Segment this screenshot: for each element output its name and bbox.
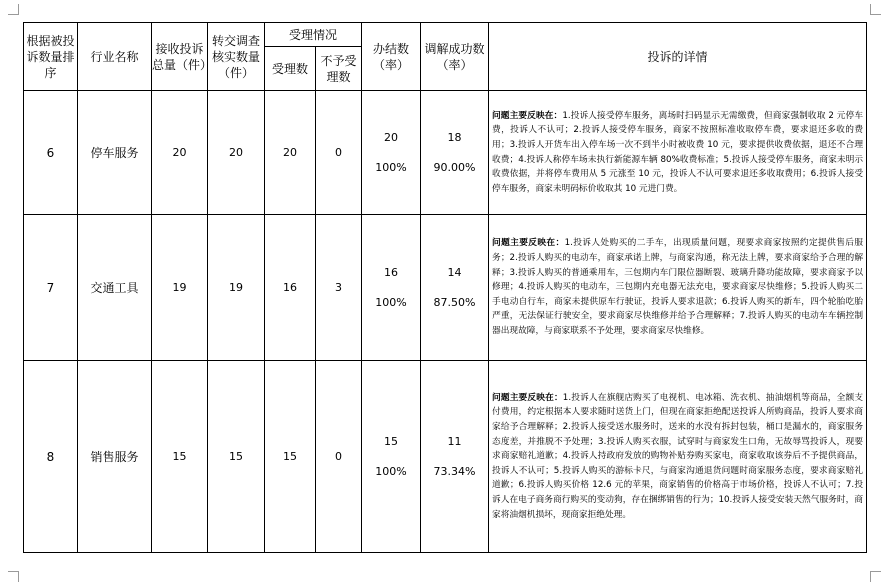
header-details: 投诉的详情 bbox=[489, 23, 867, 91]
detail-text: 1.投诉人接受停车服务，离场时扫码显示无需缴费，但商家强制收取 2 元停车费，投诉人不认可；2.投诉人接受停车服务，商家不按照标准收取停车费，要求退还多收的费用；3.投诉人开货车出入停车场一次不到半小时被收费 10 元，要求提供收费依据，退还不合理收费；4.投诉人称停车场未执行新能源车辆 80%收费标准；5.投诉人接受停车服务，商家未明示收费依据，并将停车费用从 5 元涨至 10 元，投诉人不认可要求退还多收取费用；6.投诉人接受停车服务，商家未明码标价收取其 10 元进门费。 bbox=[492, 110, 864, 194]
page-corner-mark bbox=[870, 571, 881, 582]
mediated-count: 18 bbox=[447, 130, 462, 144]
header-rank: 根据被投诉数量排序 bbox=[24, 23, 78, 91]
cell-details bbox=[489, 215, 867, 361]
completed-count: 15 bbox=[384, 434, 399, 448]
cell-completed bbox=[362, 215, 421, 361]
page-corner-mark bbox=[870, 4, 881, 15]
header-accepted: 受理数 bbox=[265, 47, 316, 91]
cell-industry: 停车服务 bbox=[78, 91, 152, 215]
header-completed: 办结数（率） bbox=[362, 23, 421, 91]
cell-received: 15 bbox=[152, 361, 208, 553]
cell-transferred: 15 bbox=[208, 361, 265, 553]
cell-not-accepted: 0 bbox=[316, 361, 362, 553]
header-transferred: 转交调查核实数量（件） bbox=[208, 23, 265, 91]
header-handling-group: 受理情况 bbox=[265, 23, 362, 47]
table-row bbox=[24, 91, 867, 215]
table-row bbox=[24, 361, 867, 553]
header-industry: 行业名称 bbox=[78, 23, 152, 91]
detail-lead: 问题主要反映在： bbox=[492, 392, 563, 403]
cell-rank: 6 bbox=[24, 91, 78, 215]
mediated-rate: 90.00% bbox=[433, 160, 476, 174]
cell-rank: 7 bbox=[24, 215, 78, 361]
completed-rate: 100% bbox=[375, 464, 407, 478]
cell-accepted: 16 bbox=[265, 215, 316, 361]
cell-accepted: 15 bbox=[265, 361, 316, 553]
header-mediated: 调解成功数（率） bbox=[421, 23, 489, 91]
cell-transferred: 19 bbox=[208, 215, 265, 361]
complaint-table bbox=[23, 22, 867, 553]
cell-mediated bbox=[421, 215, 489, 361]
mediated-rate: 73.34% bbox=[433, 464, 476, 478]
cell-completed bbox=[362, 91, 421, 215]
page-corner-mark bbox=[8, 4, 19, 15]
cell-mediated bbox=[421, 361, 489, 553]
mediated-count: 11 bbox=[447, 434, 462, 448]
table-row bbox=[24, 215, 867, 361]
cell-details bbox=[489, 361, 867, 553]
cell-industry: 销售服务 bbox=[78, 361, 152, 553]
cell-completed bbox=[362, 361, 421, 553]
cell-not-accepted: 0 bbox=[316, 91, 362, 215]
page-corner-mark bbox=[8, 571, 19, 582]
cell-rank: 8 bbox=[24, 361, 78, 553]
detail-text: 1.投诉人在旗舰店购买了电视机、电冰箱、洗衣机、抽油烟机等商品，全额支付费用，约定根据本人要求随时送货上门，但现在商家拒绝配送投诉人所购商品，投诉人要求商家给予合理解释；2.投诉人接受送水服务时，送来的水没有拆封包装，桶口是漏水的，商家服务态度差，并推脱不予处理；3.投诉人购买衣服，试穿时与商家发生口角，无故辱骂投诉人，现要求商家赔礼道歉；4.投诉人持政府发放的购物补贴券购买家电，商家收取该券后不予提供商品，投诉人不认可；5.投诉人购买的游标卡尺，与商家沟通退货问题时商家服务态度，要求商家赔礼道歉；6.投诉人购买价格 12.6 元的苹果，商家销售的价格高于市场价格，投诉人不认可；7.投诉人在电子商务商行购买的变动狗，存在捆绑销售的行为；10.投诉人接受安装天然气服务时，商家将油烟机损坏，现商家拒绝处理。 bbox=[492, 392, 864, 520]
completed-rate: 100% bbox=[375, 295, 407, 309]
cell-transferred: 20 bbox=[208, 91, 265, 215]
detail-text: 1.投诉人处购买的二手车，出现质量问题，现要求商家按照约定提供售后服务；2.投诉人购买的电动车，商家承诺上牌，与商家沟通，称无法上牌，要求商家给予合理的解释；3.投诉人购买的普通乘用车，三包期内车门限位器断裂、玻璃升降功能故障，要求商家予以修理；4.投诉人购买的电动车，三包期内充电器无法充电，要求商家尽快维修；5.投诉人购买二手电动自行车，商家未提供原车行驶证，投诉人要求退款；6.投诉人购买的新车，四个轮胎吃胎严重，无法保证行驶安全，要求商家尽快维修并给予合理解释；7.投诉人购买的电动车车辆控制器出现故障，与商家联系不予处理，要求商家尽快维修。 bbox=[492, 238, 864, 336]
cell-industry: 交通工具 bbox=[78, 215, 152, 361]
cell-details bbox=[489, 91, 867, 215]
mediated-rate: 87.50% bbox=[433, 295, 476, 309]
cell-received: 19 bbox=[152, 215, 208, 361]
completed-count: 20 bbox=[384, 130, 399, 144]
header-not-accepted: 不予受理数 bbox=[316, 47, 362, 91]
detail-lead: 问题主要反映在： bbox=[492, 110, 563, 121]
completed-count: 16 bbox=[384, 265, 399, 279]
cell-received: 20 bbox=[152, 91, 208, 215]
header-received: 接收投诉总量（件） bbox=[152, 23, 208, 91]
detail-lead: 问题主要反映在： bbox=[492, 238, 565, 249]
cell-accepted: 20 bbox=[265, 91, 316, 215]
completed-rate: 100% bbox=[375, 160, 407, 174]
mediated-count: 14 bbox=[447, 265, 462, 279]
cell-mediated bbox=[421, 91, 489, 215]
cell-not-accepted: 3 bbox=[316, 215, 362, 361]
